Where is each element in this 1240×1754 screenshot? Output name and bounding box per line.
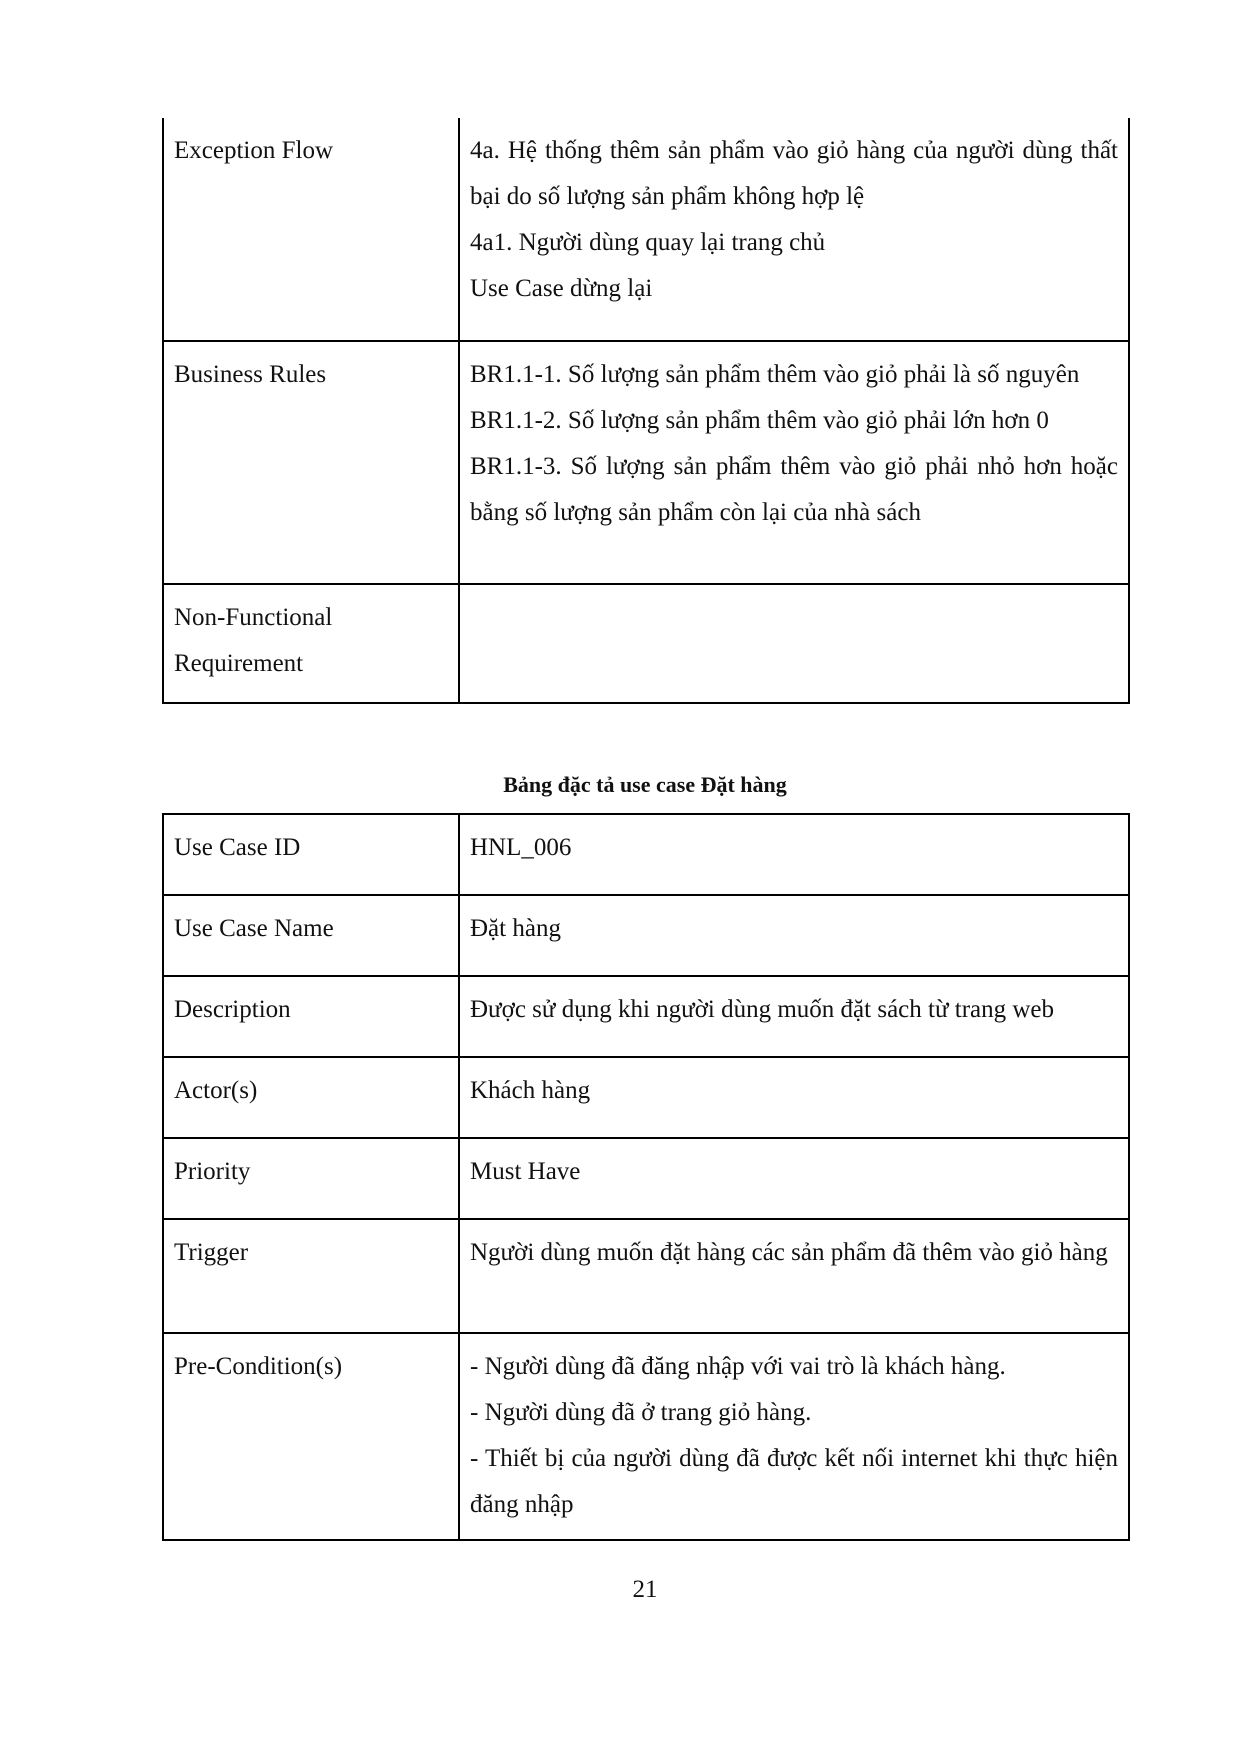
table-row	[163, 341, 1129, 584]
row-value	[459, 341, 1129, 584]
row-value	[459, 1057, 1129, 1138]
use-case-table	[162, 813, 1130, 1541]
value-line: Người dùng muốn đặt hàng các sản phẩm đã thêm vào giỏ hàng	[470, 1239, 1108, 1266]
row-value	[459, 1333, 1129, 1540]
value-line: Đặt hàng	[470, 915, 561, 942]
row-label: Non-Functional Requirement	[163, 584, 459, 703]
value-line: Must Have	[470, 1158, 581, 1185]
row-value	[459, 1219, 1129, 1333]
page-number: 21	[632, 1576, 658, 1603]
table-row	[163, 584, 1129, 703]
row-value	[459, 814, 1129, 895]
row-value	[459, 584, 1129, 703]
value-line: Use Case dừng lại	[470, 275, 653, 302]
value-line: Khách hàng	[470, 1077, 591, 1104]
value-line: - Người dùng đã đăng nhập với vai trò là khách hàng.	[470, 1353, 1006, 1380]
value-line: Được sử dụng khi người dùng muốn đặt sách từ trang web	[470, 996, 1055, 1023]
row-label: Trigger	[163, 1219, 459, 1333]
table-row	[163, 118, 1129, 341]
row-label: Priority	[163, 1138, 459, 1219]
row-label: Exception Flow	[163, 118, 459, 341]
value-line: 4a1. Người dùng quay lại trang chủ	[470, 229, 826, 256]
table-row	[163, 1057, 1129, 1138]
table-row	[163, 976, 1129, 1057]
table-row	[163, 814, 1129, 895]
value-line: BR1.1-3. Số lượng sản phẩm thêm vào giỏ phải nhỏ hơn hoặc bằng số lượng sản phẩm còn lại của nhà sách	[470, 453, 1118, 526]
row-value	[459, 895, 1129, 976]
row-value	[459, 118, 1129, 341]
value-line: - Người dùng đã ở trang giỏ hàng.	[470, 1399, 812, 1426]
table-row	[163, 1333, 1129, 1540]
row-label: Pre-Condition(s)	[163, 1333, 459, 1540]
value-line: - Thiết bị của người dùng đã được kết nối internet khi thực hiện đăng nhập	[470, 1445, 1118, 1518]
row-label: Description	[163, 976, 459, 1057]
row-label: Use Case Name	[163, 895, 459, 976]
row-value	[459, 1138, 1129, 1219]
table-row	[163, 1219, 1129, 1333]
exception-business-table	[162, 118, 1130, 704]
row-label: Business Rules	[163, 341, 459, 584]
row-label: Actor(s)	[163, 1057, 459, 1138]
table-caption: Bảng đặc tả use case Đặt hàng	[503, 772, 787, 797]
value-line: HNL_006	[470, 834, 572, 861]
value-line: BR1.1-1. Số lượng sản phẩm thêm vào giỏ phải là số nguyên	[470, 361, 1080, 388]
table-row	[163, 1138, 1129, 1219]
table-row	[163, 895, 1129, 976]
row-label: Use Case ID	[163, 814, 459, 895]
value-line: 4a. Hệ thống thêm sản phẩm vào giỏ hàng của người dùng thất bại do số lượng sản phẩm không hợp lệ	[470, 137, 1118, 210]
row-value	[459, 976, 1129, 1057]
value-line: BR1.1-2. Số lượng sản phẩm thêm vào giỏ phải lớn hơn 0	[470, 407, 1049, 434]
